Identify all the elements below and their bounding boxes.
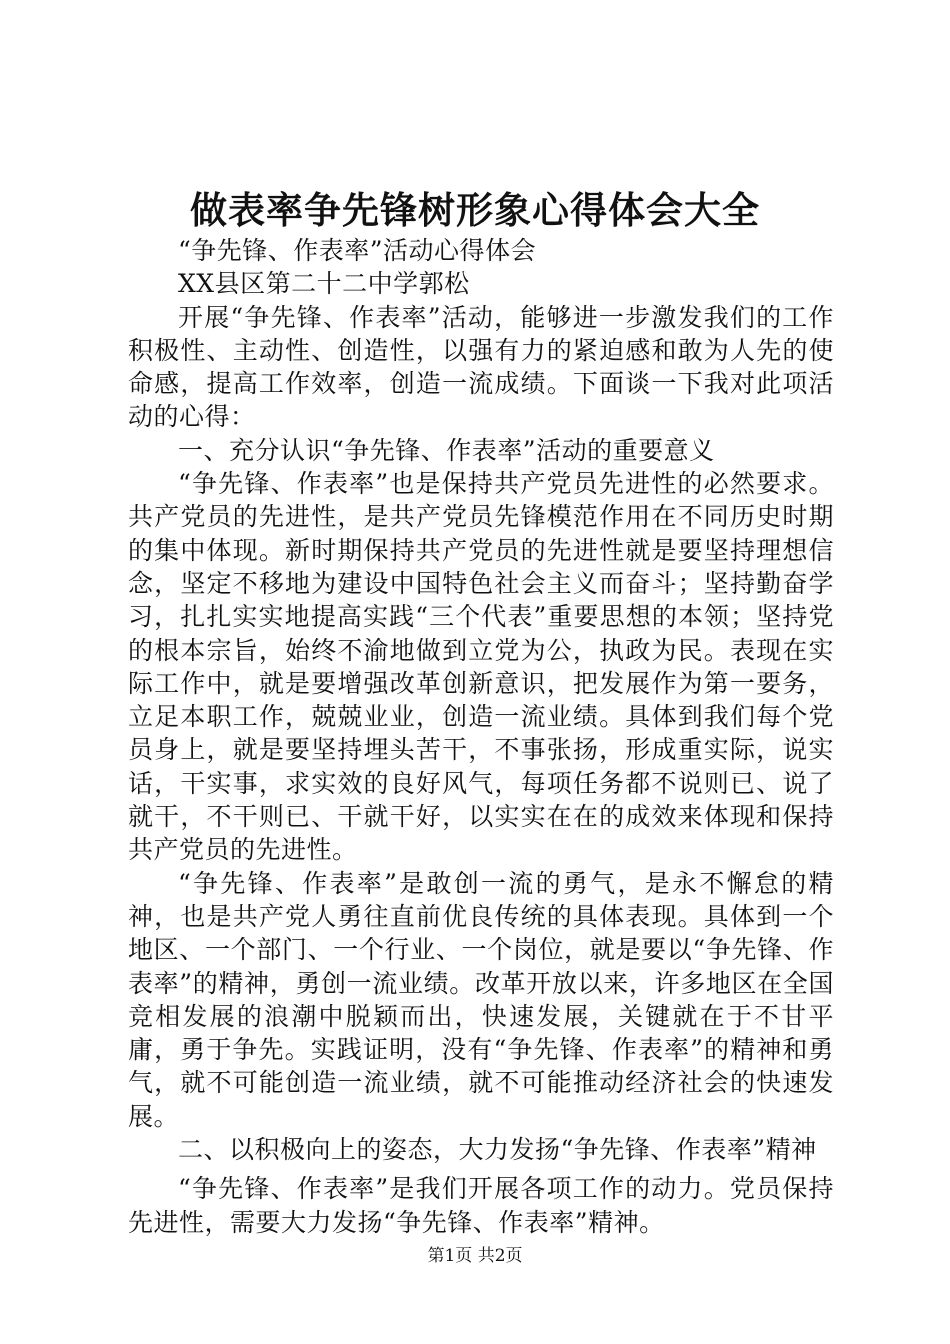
- body-paragraph-3: “争先锋、作表率”是我们开展各项工作的动力。党员保持先进性，需要大力发扬“争先锋、作表率”精神。: [128, 1174, 834, 1237]
- author-line: XX县区第二十二中学郭松: [178, 269, 470, 299]
- intro-paragraph: 开展“争先锋、作表率”活动，能够进一步激发我们的工作积极性、主动性、创造性，以强有力的紧迫感和敢为人先的使命感，提高工作效率，创造一流成绩。下面谈一下我对此项活动的心得：: [128, 302, 834, 432]
- section-heading-1: 一、充分认识“争先锋、作表率”活动的重要意义: [178, 435, 715, 465]
- body-paragraph-2: “争先锋、作表率”是敢创一流的勇气，是永不懈怠的精神，也是共产党人勇往直前优良传统的具体表现。具体到一个地区、一个部门、一个行业、一个岗位，就是要以“争先锋、作表率”的精神，勇创一流业绩。改革开放以来，许多地区在全国竞相发展的浪潮中脱颖而出，快速发展，关键就在于不甘平庸，勇于争先。实践证明，没有“争先锋、作表率”的精神和勇气，就不可能创造一流业绩，就不可能推动经济社会的快速发展。: [128, 868, 834, 1131]
- section-heading-2: 二、以积极向上的姿态，大力发扬“争先锋、作表率”精神: [178, 1135, 817, 1165]
- page-number-footer: 第1页 共2页: [427, 1246, 523, 1266]
- activity-subtitle: “争先锋、作表率”活动心得体会: [178, 236, 537, 265]
- document-body: [128, 234, 834, 1239]
- document-title: 做表率争先锋树形象心得体会大全: [190, 188, 760, 232]
- body-paragraph-1: “争先锋、作表率”也是保持共产党员先进性的必然要求。共产党员的先进性，是共产党员先锋模范作用在不同历史时期的集中体现。新时期保持共产党员的先进性就是要坚持理想信念，坚定不移地为建设中国特色社会主义而奋斗；坚持勤奋学习，扎扎实实地提高实践“三个代表”重要思想的本领；坚持党的根本宗旨，始终不渝地做到立党为公，执政为民。表现在实际工作中，就是要增强改革创新意识，把发展作为第一要务，立足本职工作，兢兢业业，创造一流业绩。具体到我们每个党员身上，就是要坚持埋头苦干，不事张扬，形成重实际，说实话，干实事，求实效的良好风气，每项任务都不说则已、说了就干，不干则已、干就干好，以实实在在的成效来体现和保持共产党员的先进性。: [128, 469, 834, 865]
